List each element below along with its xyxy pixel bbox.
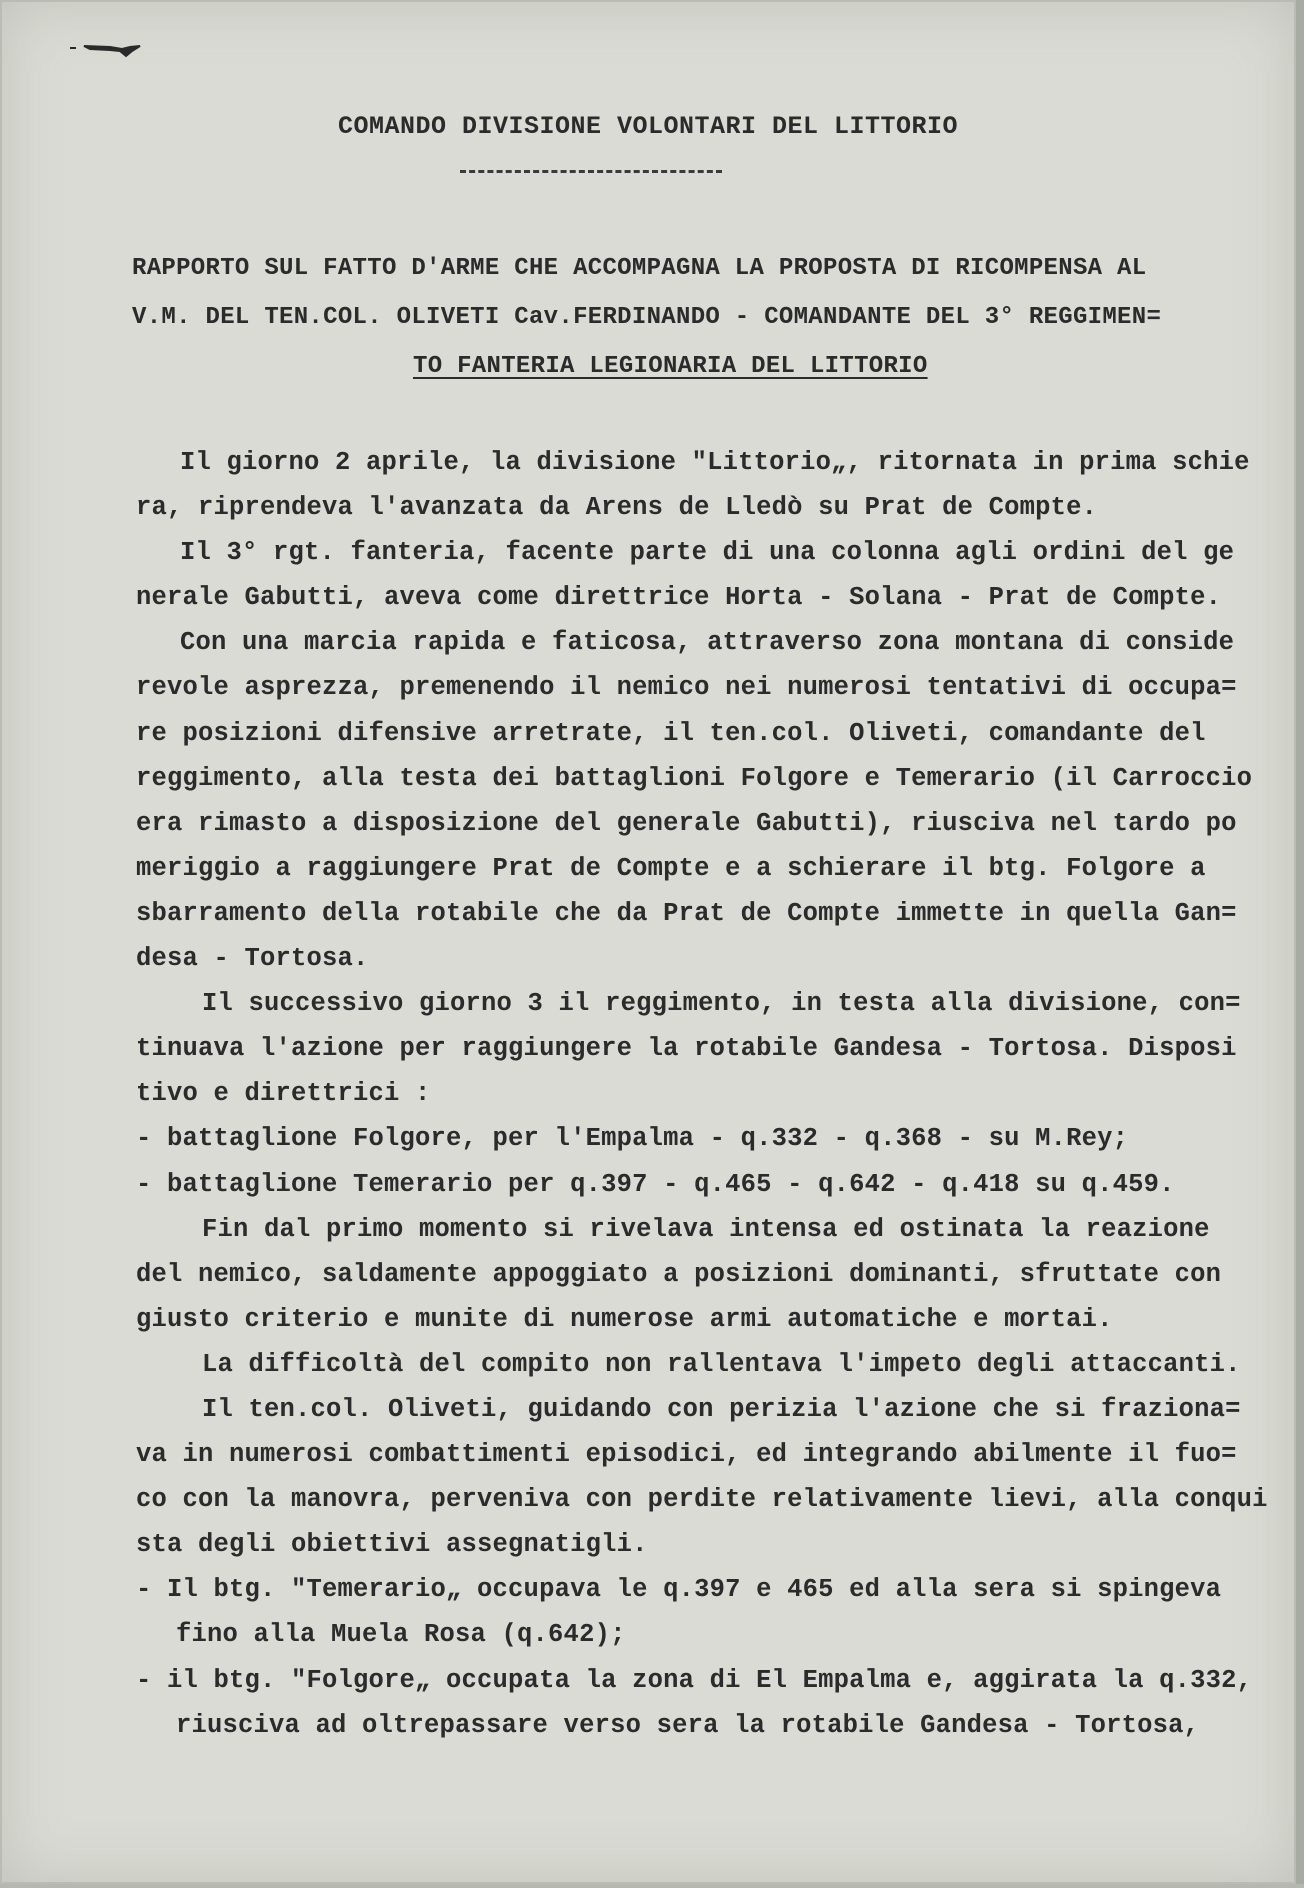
body-line: sta degli obiettivi assegnatigli. — [136, 1530, 648, 1560]
page-edge-right — [1296, 0, 1304, 1888]
body-line: Il giorno 2 aprile, la divisione "Littorio„, ritornata in prima schie — [180, 448, 1250, 477]
title-line-underlined: TO FANTERIA LEGIONARIA DEL LITTORIO — [413, 353, 928, 380]
body-line: ra, riprendeva l'avanzata da Arens de Lledò su Prat de Compte. — [136, 493, 1098, 523]
body-line: - il btg. "Folgore„ occupata la zona di El Empalma e, aggirata la q.332, — [136, 1665, 1253, 1695]
body-line: Il ten.col. Oliveti, guidando con perizia l'azione che si fraziona= — [202, 1394, 1241, 1424]
body-line: meriggio a raggiungere Prat de Compte e a schierare il btg. Folgore a — [136, 853, 1206, 883]
title-line: RAPPORTO SUL FATTO D'ARME CHE ACCOMPAGNA LA PROPOSTA DI RICOMPENSA AL — [132, 255, 1147, 282]
body-line: era rimasto a disposizione del generale Gabutti), riusciva nel tardo po — [136, 808, 1237, 838]
body-line: - battaglione Temerario per q.397 - q.465 - q.642 - q.418 su q.459. — [136, 1169, 1175, 1199]
body-line: fino alla Muela Rosa (q.642); — [176, 1620, 626, 1650]
body-line: nerale Gabutti, aveva come direttrice Horta - Solana - Prat de Compte. — [136, 583, 1222, 613]
body-line: Con una marcia rapida e faticosa, attraverso zona montana di conside — [180, 628, 1235, 658]
body-line: Il 3° rgt. fanteria, facente parte di una colonna agli ordini del ge — [180, 538, 1235, 568]
body-line: del nemico, saldamente appoggiato a posizioni dominanti, sfruttate con — [136, 1259, 1222, 1289]
body-line: - battaglione Folgore, per l'Empalma - q.332 - q.368 - su M.Rey; — [136, 1124, 1129, 1154]
body-line: revole asprezza, premenendo il nemico nei numerosi tentativi di occupa= — [136, 673, 1237, 703]
report-title — [132, 244, 1222, 391]
ink-mark — [70, 42, 150, 62]
report-body — [136, 440, 1268, 1748]
body-line: riusciva ad oltrepassare verso sera la rotabile Gandesa - Tortosa, — [176, 1710, 1200, 1740]
body-line: Il successivo giorno 3 il reggimento, in testa alla divisione, con= — [202, 989, 1241, 1019]
body-line: - Il btg. "Temerario„ occupava le q.397 e 465 ed alla sera si spingeva — [136, 1575, 1222, 1605]
heading-rule — [460, 170, 722, 173]
body-line: desa - Tortosa. — [136, 944, 369, 974]
title-line: V.M. DEL TEN.COL. OLIVETI Cav.FERDINANDO - COMANDANTE DEL 3° REGGIMEN= — [132, 304, 1162, 331]
body-line: sbarramento della rotabile che da Prat de Compte immette in quella Gan= — [136, 898, 1237, 928]
body-line: reggimento, alla testa dei battaglioni Folgore e Temerario (il Carroccio — [136, 763, 1253, 793]
body-line: va in numerosi combattimenti episodici, ed integrando abilmente il fuo= — [136, 1440, 1237, 1470]
body-line: co con la manovra, perveniva con perdite relativamente lievi, alla conqui — [136, 1485, 1268, 1515]
body-line: tinuava l'azione per raggiungere la rotabile Gandesa - Tortosa. Disposi — [136, 1034, 1237, 1064]
body-line: re posizioni difensive arretrate, il ten.col. Oliveti, comandante del — [136, 718, 1206, 748]
body-line: tivo e direttrici : — [136, 1079, 431, 1109]
document-heading: COMANDO DIVISIONE VOLONTARI DEL LITTORIO — [337, 112, 959, 141]
body-line: La difficoltà del compito non rallentava l'impeto degli attaccanti. — [202, 1349, 1241, 1379]
body-line: giusto criterio e munite di numerose armi automatiche e mortai. — [136, 1304, 1113, 1334]
body-line: Fin dal primo momento si rivelava intensa ed ostinata la reazione — [202, 1214, 1210, 1244]
page-edge-bottom — [0, 1884, 1304, 1888]
